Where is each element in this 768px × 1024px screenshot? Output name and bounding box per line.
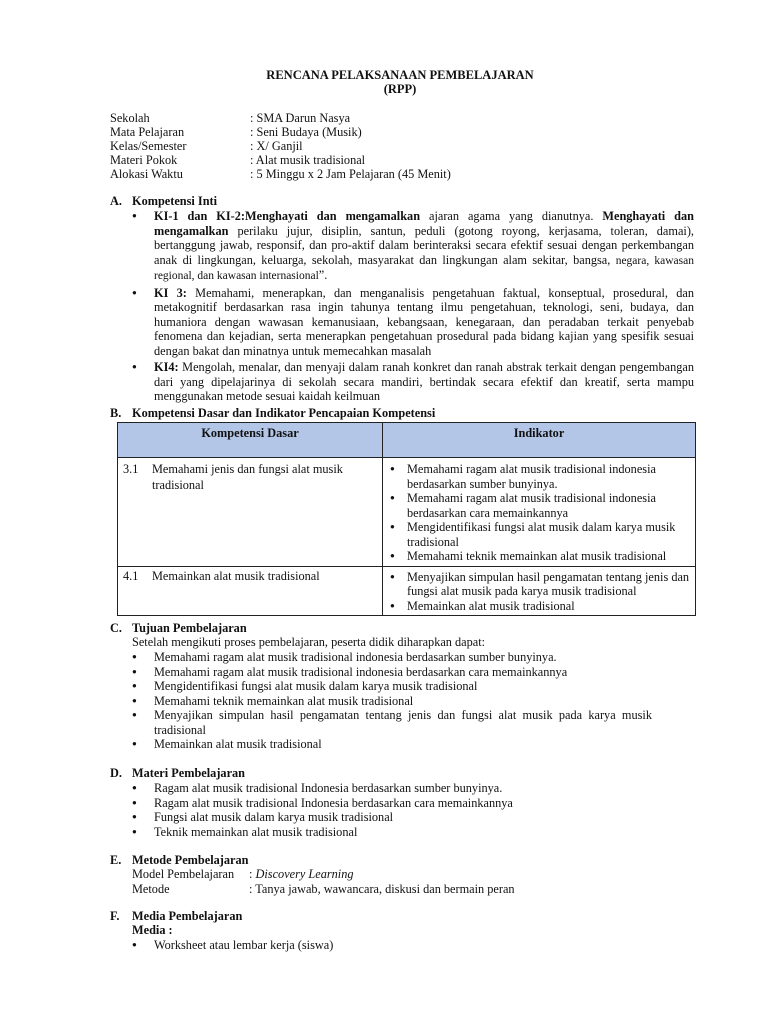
list-item: ● KI4: Mengolah, menalar, dan menyaji dalam ranah konkret dan ranah abstrak terkait dengan pengembangan dari yang dipelajarinya di sekolah secara mandiri, bertindak secara efektif dan kreatif, serta mampu menggunakan metode sesuai kaidah keilmuan [132,360,694,404]
kompetensi-table [117,422,696,616]
doc-subtitle: (RPP) [383,82,417,96]
list-item: ● Fungsi alat musik dalam karya musik tradisional [132,810,694,825]
tujuan-list [132,650,652,752]
media-list [132,938,694,953]
list-item: ● Teknik memainkan alat musik tradisional [132,825,694,840]
section-c-heading: C. Tujuan Pembelajaran [110,621,247,635]
list-item: ● Menyajikan simpulan hasil pengamatan tentang jenis dan fungsi alat musik pada karya musik tradisional [132,708,652,737]
section-e-heading: E. Metode Pembelajaran [110,853,249,867]
list-item: ● Memainkan alat musik tradisional [132,737,652,752]
media-subheading: Media : [132,923,173,937]
kd-cell: 4.1 Memainkan alat musik tradisional [118,566,383,616]
list-item: ● Memahami ragam alat musik tradisional indonesia berdasarkan sumber bunyinya. [132,650,652,665]
materi-list [132,781,694,839]
list-item: ● Memahami teknik memainkan alat musik tradisional [388,549,691,564]
list-item: ● Worksheet atau lembar kerja (siswa) [132,938,694,953]
tujuan-intro: Setelah mengikuti proses pembelajaran, peserta didik diharapkan dapat: [132,635,486,649]
table-header-indikator: Indikator [383,423,696,458]
indikator-cell [383,566,696,616]
list-item: ● Memahami ragam alat musik tradisional indonesia berdasarkan cara memainkannya [132,665,652,680]
info-block [110,111,451,181]
section-b-heading: B. Kompetensi Dasar dan Indikator Pencapaian Kompetensi [110,406,436,420]
list-item: ● Mengidentifikasi fungsi alat musik dalam karya musik tradisional [388,520,691,549]
list-item: ● Memahami ragam alat musik tradisional indonesia berdasarkan sumber bunyinya. [388,462,691,491]
table-header-kd: Kompetensi Dasar [118,423,383,458]
info-row: Kelas/Semester : X/ Ganjil [110,139,303,153]
model-row: Model Pembelajaran : Discovery Learning [132,867,354,881]
doc-title: RENCANA PELAKSANAAN PEMBELAJARAN [266,68,534,82]
kd-cell: 3.1 Memahami jenis dan fungsi alat musik tradisional [118,458,383,567]
table-row [118,566,696,616]
list-item: ● KI 3: Memahami, menerapkan, dan menganalisis pengetahuan faktual, konseptual, prosedural, dan metakognitif berdasarkan rasa ingin tahunya tentang ilmu pengetahuan, teknologi, seni, budaya, dan humaniora dengan wawasan kemanusiaan, kebangsaan, kenegaraan, dan peradaban terkait penyebab fenomena dan kejadian, serta menerapkan pengetahuan prosedural pada bidang kajian yang spesifik sesuai dengan bakat dan minatnya untuk memecahkan masalah [132,286,694,359]
list-item: ● Memahami teknik memainkan alat musik tradisional [132,694,652,709]
metode-block [132,867,515,896]
section-a-heading: A. Kompetensi Inti [110,194,218,208]
metode-row: Metode : Tanya jawab, wawancara, diskusi dan bermain peran [132,881,515,896]
info-row: Sekolah : SMA Darun Nasya [110,111,351,125]
list-item: ● Ragam alat musik tradisional Indonesia berdasarkan cara memainkannya [132,796,694,811]
list-item: ● Memainkan alat musik tradisional [388,599,691,614]
section-d-heading: D. Materi Pembelajaran [110,766,246,780]
list-item: ● Menyajikan simpulan hasil pengamatan tentang jenis dan fungsi alat musik pada karya musik tradisional [388,570,691,599]
indikator-cell [383,458,696,567]
list-item: ● KI-1 dan KI-2:Menghayati dan mengamalkan ajaran agama yang dianutnya. Menghayati dan mengamalkan perilaku jujur, disiplin, santun, peduli (gotong royong, kerjasama, toleran, damai), bertanggung jawab, responsif, dan pro-aktif dalam berinteraksi secara efektif sesuai dengan perkembangan anak di lingkungan, keluarga, sekolah, masyarakat dan lingkungan alam sekitar, bangsa, negara, kawasan regional, dan kawasan internasional”. [132,209,694,284]
info-row: Materi Pokok : Alat musik tradisional [110,153,366,167]
section-f-heading: F. Media Pembelajaran [110,909,243,923]
list-item: ● Ragam alat musik tradisional Indonesia berdasarkan sumber bunyinya. [132,781,694,796]
info-row: Alokasi Waktu : 5 Minggu x 2 Jam Pelajaran (45 Menit) [110,167,451,181]
info-row: Mata Pelajaran : Seni Budaya (Musik) [110,125,362,139]
table-row [118,458,696,567]
kompetensi-inti-list [132,209,694,404]
list-item: ● Mengidentifikasi fungsi alat musik dalam karya musik tradisional [132,679,652,694]
list-item: ● Memahami ragam alat musik tradisional indonesia berdasarkan cara memainkannya [388,491,691,520]
